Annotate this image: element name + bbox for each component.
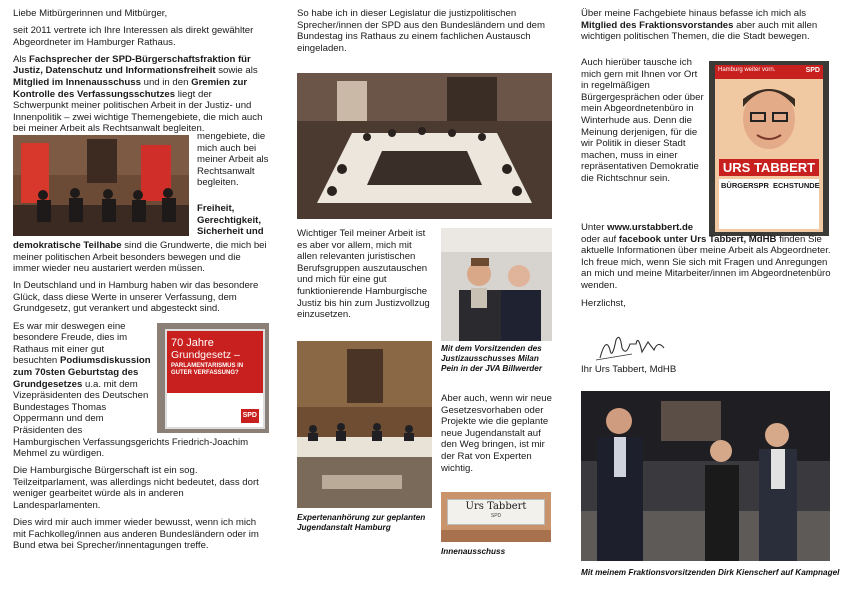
constitution-paragraph: In Deutschland und in Hamburg haben wir das besondere Glück, dass diese Werte in unserer Verfassung, dem Grundgesetz, gut verankert und abgesteckt sind.	[13, 280, 259, 315]
flyer-sub-2: ECHSTUNDE	[773, 181, 820, 190]
poster-line-3: PARLAMENTARISMUS IN GUTER VERFASSUNG?	[171, 362, 244, 376]
poster-line-2: Grundgesetz –	[171, 348, 240, 361]
board-paragraph: Über meine Fachgebiete hinaus befasse ich mich als Mitglied des Fraktionsvorstandes aber auch mit allen wichtigen politischen Themen, die die Stadt bewegen.	[581, 8, 818, 43]
responsibilities-paragraph: Als Fachsprecher der SPD-Bürgerschaftsfraktion für Justiz, Datenschutz und Informationsfreiheit sowie als Mitglied im Innenausschuss und in den Gremien zur Kontrolle des Verfassungsschutzes liegt der Schwerpunkt meiner politischen Arbeit in der Justiz- und Innenpolitik – zwei wichtige Themengebiete, die mich auch bei meiner Arbeit als Rechtsanwalt begleiten.	[13, 53, 263, 135]
flyer-top-text: Hamburg weiter vorn.	[718, 67, 776, 73]
flyer-sub-1: BÜRGERSPR	[721, 181, 769, 190]
pein-caption: Mit dem Vorsitzenden des Justizausschusses Milan Pein in der JVA Billwerder	[441, 344, 543, 373]
innen-caption: Innenausschuss	[441, 547, 506, 556]
values-paragraph: Freiheit, Gerechtigkeit, Sicherheit und	[197, 203, 264, 238]
poster-line-1: 70 Jahre	[171, 336, 214, 349]
justice-paragraph: Wichtiger Teil meiner Arbeit ist es aber vor allem, mich mit allen relevanten juristischen Berufsgruppen auszutauschen und mich für eine gut funktionierende Hamburgische Justiz bis hin zum Justizvollzug einzusetzen.	[297, 228, 430, 321]
flyer-spd-logo: SPD	[805, 67, 820, 74]
greeting: Liebe Mitbürgerinnen und Mitbürger,	[13, 8, 168, 19]
podium-paragraph: Es war mir deswegen eine besondere Freude, dies im Rathaus mit einer gut besuchten Podiumsdiskussion zum 70sten Geburtstag des Grundgesetzes u.a. mit dem Vizepräsidenten des Deutschen Bundestages Thomas Oppermann und dem Präsidenten des Hamburgischen Verfassungsgerichts Friedrich-Joachim Mehmel zu würdigen.	[13, 320, 249, 460]
website-link[interactable]: www.urstabbert.de	[607, 222, 694, 233]
conference-room-photo	[297, 73, 552, 219]
nameplate-party: SPD	[490, 513, 502, 519]
kampnagel-photo	[581, 391, 830, 561]
column-1	[13, 8, 269, 135]
column-1-lower: demokratische Teilhabe sind die Grundwerte, die mich bei meiner politischen Arbeit besonders bewegen und die immer wieder neu austariert werden müssen. In Deutschland und in Hamburg haben wir das besondere Glück, dass diese Werte in unserer Verfassung, dem Grundgesetz, gut verankert und abgesteckt sind. 70 Jahre Grundgesetz – PARLAMENTARISMUS IN GUTER VERFASSUNG? SPD Es war mir deswegen eine besondere Freude, dies im Rathaus mit einer gut besuchten Podiumsdiskussion zum 70sten Geburtstag des Grundgesetzes u.a. mit dem Vizepräsidenten des Deutschen Bundestages Thomas Oppermann und dem Präsidenten des Hamburgischen Verfassungsgerichts Friedrich-Joachim Mehmel zu würdigen. Die Hamburgische Bürgerschaft ist ein sog. Teilzeitparlament, was allerdings nicht bedeutet, dass dort weniger gearbeitet würde als in anderen Landesparlamenten. Dies wird mir auch immer wieder bewusst, wenn ich mich mit Fachkolleg/innen aus anderen Bundesländern oder im Bund etwa bei Sprecher/innentagungen treffe.	[13, 240, 269, 557]
poster-spd-logo: SPD	[241, 409, 259, 423]
buergersprechstunde-flyer	[709, 61, 829, 236]
column-2	[297, 8, 553, 60]
hearing-caption: Expertenanhörung zur geplanten Jugendanstalt Hamburg	[297, 513, 426, 532]
nameplate-photo	[441, 492, 551, 542]
website-paragraph: Unter www.urstabbert.de oder auf facebook unter Urs Tabbert, MdHB finden Sie aktuelle Informationen über meine Arbeit als Abgeordneter. Ich freue mich, wenn Sie sich mit Fragen und Anregungen an mich und meine Mitarbeiter/innen im Abgeordnetenbüro wenden. Herzlichst,	[581, 222, 831, 309]
signoff: Ihr Urs Tabbert, MdHB	[581, 364, 677, 375]
podium-discussion-photo	[13, 135, 189, 236]
expert-hearing-photo	[297, 341, 432, 508]
signature	[592, 330, 672, 364]
kampnagel-caption: Mit meinem Fraktionsvorsitzenden Dirk Kienscherf auf Kampnagel	[581, 568, 840, 577]
flyer-name: URS TABBERT	[719, 159, 819, 176]
column-3	[581, 8, 831, 48]
jvs-billwerder-photo	[441, 228, 552, 341]
intro-paragraph: seit 2011 vertrete ich Ihre Interessen als direkt gewählter Abgeordneter im Hamburger Rathaus.	[13, 25, 254, 48]
part-time-parliament-paragraph: Die Hamburgische Bürgerschaft ist ein sog. Teilzeitparlament, was allerdings nicht bedeutet, dass dort weniger gearbeitet würde als in anderen Landesparlamenten.	[13, 465, 259, 511]
nameplate-name: Urs Tabbert	[465, 501, 527, 512]
experts-paragraph: Aber auch, wenn wir neue Gesetzesvorhaben oder Projekte wie die geplante neue Jugendanstalt auf den Weg bringen, ist mir der Rat von Experten wichtig.	[441, 393, 552, 474]
col1-wrap-text: mengebiete, die mich auch bei meiner Arbeit als Rechtsanwalt begleiten.	[197, 131, 269, 189]
colleagues-paragraph: Dies wird mir auch immer wieder bewusst, wenn ich mich mit Fachkolleg/innen aus anderen Bundesländern oder im Bund etwa bei Sprecher/innentagungen treffe.	[13, 517, 259, 552]
citizens-paragraph: Auch hierüber tausche ich mich gern mit Ihnen vor Ort in regelmäßigen Bürgergesprächen oder über mein Abgeordnetenbüro in Winterhude aus. Denn die Meinung derjenigen, für die wir Politik in dieser Stadt machen, muss in einer repräsentativen Demokratie die Richtschnur sein.	[581, 57, 704, 184]
legislature-paragraph: So habe ich in dieser Legislatur die justizpolitischen Sprecher/innen der SPD aus den Bundesländern und dem Bundestag ins Rathaus zu einem fachlichen Austausch eingeladen.	[297, 8, 546, 54]
grundgesetz-poster	[157, 323, 269, 433]
facebook-link[interactable]: facebook unter Urs Tabbert, MdHB	[618, 233, 777, 245]
closing: Herzlichst,	[581, 297, 626, 309]
